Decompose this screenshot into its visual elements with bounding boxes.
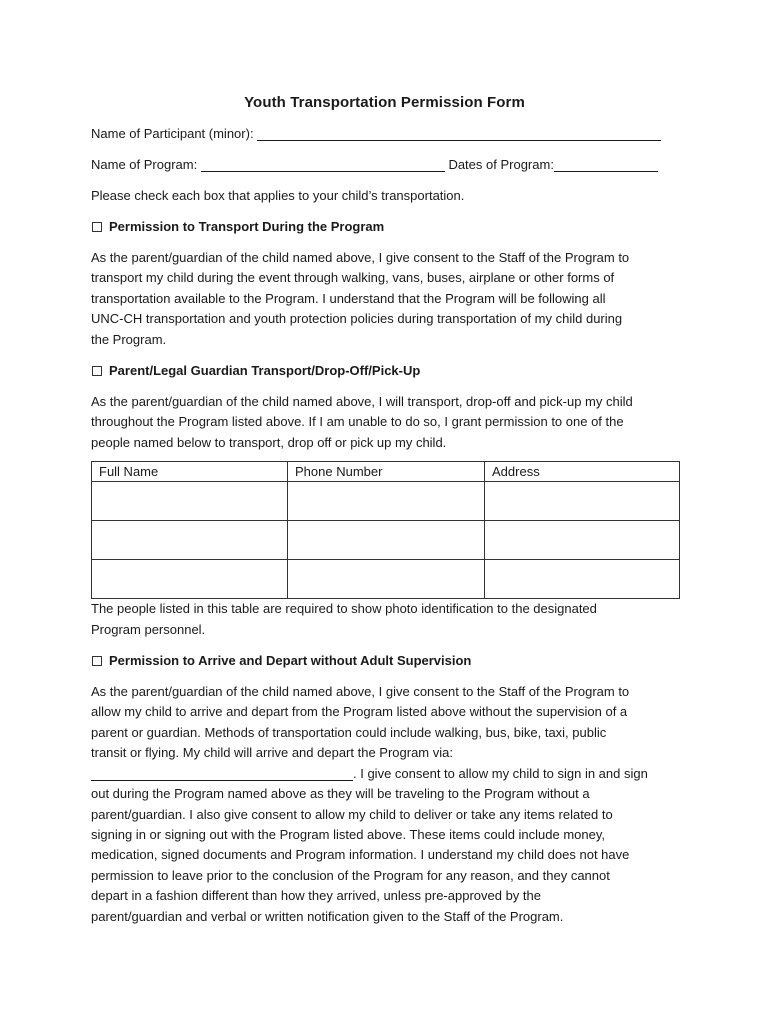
section-heading-text: Parent/Legal Guardian Transport/Drop-Off/Pick-Up [109, 363, 421, 379]
section-heading-text: Permission to Transport During the Program [109, 219, 385, 234]
program-label: Name of Program: [91, 157, 201, 172]
body-line: throughout the Program listed above. If I am unable to do so, I grant permission to one of the [91, 414, 624, 430]
section-unsupervised-body [91, 682, 678, 927]
body-line: people named below to transport, drop off or pick up my child. [91, 434, 447, 450]
participant-label: Name of Participant (minor): [91, 126, 258, 141]
section-transport-body [91, 248, 678, 350]
body-line: allow my child to arrive and depart from the Program listed above without the supervision of a [91, 704, 628, 720]
phone-number-cell[interactable] [288, 521, 485, 560]
unsupervised-arrival-checkbox[interactable] [92, 656, 102, 666]
section-transport-heading [91, 217, 678, 237]
address-header: Address [485, 462, 680, 482]
phone-number-cell[interactable] [288, 482, 485, 521]
authorized-people-table [91, 461, 680, 599]
full-name-header: Full Name [92, 462, 288, 482]
body-line: the Program. [91, 331, 167, 347]
table-row [92, 482, 680, 521]
full-name-cell[interactable] [92, 482, 288, 521]
participant-line [91, 124, 678, 144]
dates-label: Dates of Program: [444, 157, 554, 172]
body-line: As the parent/guardian of the child named above, I will transport, drop-off and pick-up my child [91, 394, 633, 410]
full-name-cell[interactable] [92, 560, 288, 599]
body-line: medication, signed documents and Program information. I understand my child does not have [91, 847, 630, 863]
body-line: parent/guardian and verbal or written notification given to the Staff of the Program. [91, 908, 564, 924]
body-line: transportation available to the Program. I understand that the Program will be following all [91, 290, 606, 306]
section-guardian-heading [91, 361, 678, 381]
body-line: transport my child during the event through walking, vans, buses, airplane or other forms of [91, 270, 615, 286]
program-name-field[interactable] [201, 157, 445, 172]
section-heading-text: Permission to Arrive and Depart without Adult Supervision [109, 653, 472, 669]
body-line: UNC-CH transportation and youth protection policies during transportation of my child during [91, 311, 623, 327]
program-line [91, 155, 678, 175]
address-cell[interactable] [485, 560, 680, 599]
body-line: parent/guardian. I also give consent to allow my child to deliver or take any items related to [91, 806, 613, 822]
address-cell[interactable] [485, 482, 680, 521]
table-row [92, 560, 680, 599]
table-note [91, 599, 678, 640]
transport-method-line [91, 764, 678, 784]
section-unsupervised-heading [91, 651, 678, 671]
note-line: Program personnel. [91, 621, 206, 637]
program-dates-field[interactable] [554, 157, 658, 172]
phone-number-cell[interactable] [288, 560, 485, 599]
section-guardian-body [91, 392, 678, 453]
body-line: As the parent/guardian of the child named above, I give consent to the Staff of the Program to [91, 250, 630, 265]
phone-number-header: Phone Number [288, 462, 485, 482]
instruction-text: Please check each box that applies to your child’s transportation. [91, 188, 465, 203]
address-cell[interactable] [485, 521, 680, 560]
body-line: permission to leave prior to the conclusion of the Program for any reason, and they cannot [91, 867, 610, 883]
body-line: As the parent/guardian of the child named above, I give consent to the Staff of the Program to [91, 684, 630, 700]
table-header-row [92, 462, 680, 482]
form-title: Youth Transportation Permission Form [244, 94, 525, 111]
full-name-cell[interactable] [92, 521, 288, 560]
body-line: out during the Program named above as they will be traveling to the Program without a [91, 786, 590, 802]
body-line: depart in a fashion different than how they arrived, unless pre-approved by the [91, 888, 541, 904]
guardian-transport-checkbox[interactable] [92, 366, 102, 376]
transport-method-field[interactable] [91, 766, 353, 781]
body-line: signing in or signing out with the Program listed above. These items could include money, [91, 826, 606, 842]
transport-during-program-checkbox[interactable] [92, 222, 102, 232]
note-line: The people listed in this table are required to show photo identification to the designated [91, 601, 597, 617]
body-line: transit or flying. My child will arrive and depart the Program via: [91, 745, 453, 761]
participant-name-field[interactable] [257, 126, 661, 141]
table-row [92, 521, 680, 560]
body-line: parent or guardian. Methods of transportation could include walking, bus, bike, taxi, public [91, 724, 607, 740]
body-line-continuation: . I give consent to allow my child to sign in and sign [353, 765, 648, 781]
